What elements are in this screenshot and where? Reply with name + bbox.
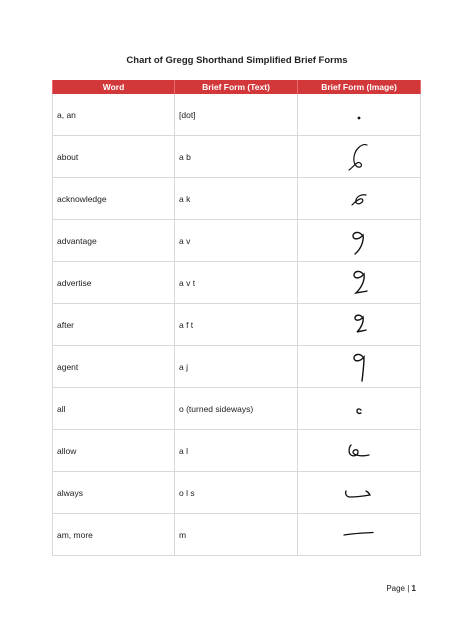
image-cell — [298, 262, 421, 304]
aj-stroke-icon — [329, 349, 389, 385]
page-label: Page — [386, 584, 405, 593]
text-cell: a v t — [175, 262, 298, 304]
word-cell: a, an — [53, 94, 175, 136]
table-row — [53, 178, 421, 220]
table-row — [53, 304, 421, 346]
word-cell: all — [53, 388, 175, 430]
text-cell: a k — [175, 178, 298, 220]
image-cell — [298, 472, 421, 514]
word-cell: acknowledge — [53, 178, 175, 220]
dot-stroke-icon — [329, 97, 389, 133]
word-cell: after — [53, 304, 175, 346]
text-cell: a f t — [175, 304, 298, 346]
brief-forms-table — [52, 80, 421, 556]
page-separator: | — [407, 584, 410, 593]
table-row — [53, 514, 421, 556]
word-cell: always — [53, 472, 175, 514]
image-cell — [298, 514, 421, 556]
image-cell — [298, 136, 421, 178]
word-cell: allow — [53, 430, 175, 472]
word-cell: about — [53, 136, 175, 178]
text-cell: a l — [175, 430, 298, 472]
page-footer — [386, 584, 416, 593]
text-cell: a b — [175, 136, 298, 178]
header-brief-form-image: Brief Form (Image) — [298, 80, 421, 94]
table-row — [53, 388, 421, 430]
image-cell — [298, 94, 421, 136]
table-row — [53, 94, 421, 136]
document-title: Chart of Gregg Shorthand Simplified Brief Forms — [126, 55, 348, 66]
word-cell: advertise — [53, 262, 175, 304]
image-cell — [298, 346, 421, 388]
text-cell: o (turned sideways) — [175, 388, 298, 430]
table-header-row — [53, 80, 421, 94]
table-row — [53, 346, 421, 388]
image-cell — [298, 178, 421, 220]
al-stroke-icon — [329, 433, 389, 469]
page-number: 1 — [411, 584, 416, 593]
ak-stroke-icon — [329, 181, 389, 217]
text-cell: a j — [175, 346, 298, 388]
word-cell: agent — [53, 346, 175, 388]
aft-stroke-icon — [329, 307, 389, 343]
table-row — [53, 262, 421, 304]
av-stroke-icon — [329, 223, 389, 259]
image-cell — [298, 304, 421, 346]
header-word: Word — [53, 80, 175, 94]
text-cell: a v — [175, 220, 298, 262]
text-cell: [dot] — [175, 94, 298, 136]
image-cell — [298, 430, 421, 472]
text-cell: o l s — [175, 472, 298, 514]
o-sideways-stroke-icon — [329, 391, 389, 427]
m-stroke-icon — [329, 517, 389, 553]
word-cell: am, more — [53, 514, 175, 556]
table-row — [53, 136, 421, 178]
header-brief-form-text: Brief Form (Text) — [175, 80, 298, 94]
ols-stroke-icon — [329, 475, 389, 511]
table-row — [53, 220, 421, 262]
image-cell — [298, 388, 421, 430]
ab-stroke-icon — [329, 139, 389, 175]
table-row — [53, 430, 421, 472]
avt-stroke-icon — [329, 265, 389, 301]
image-cell — [298, 220, 421, 262]
word-cell: advantage — [53, 220, 175, 262]
text-cell: m — [175, 514, 298, 556]
table-row — [53, 472, 421, 514]
